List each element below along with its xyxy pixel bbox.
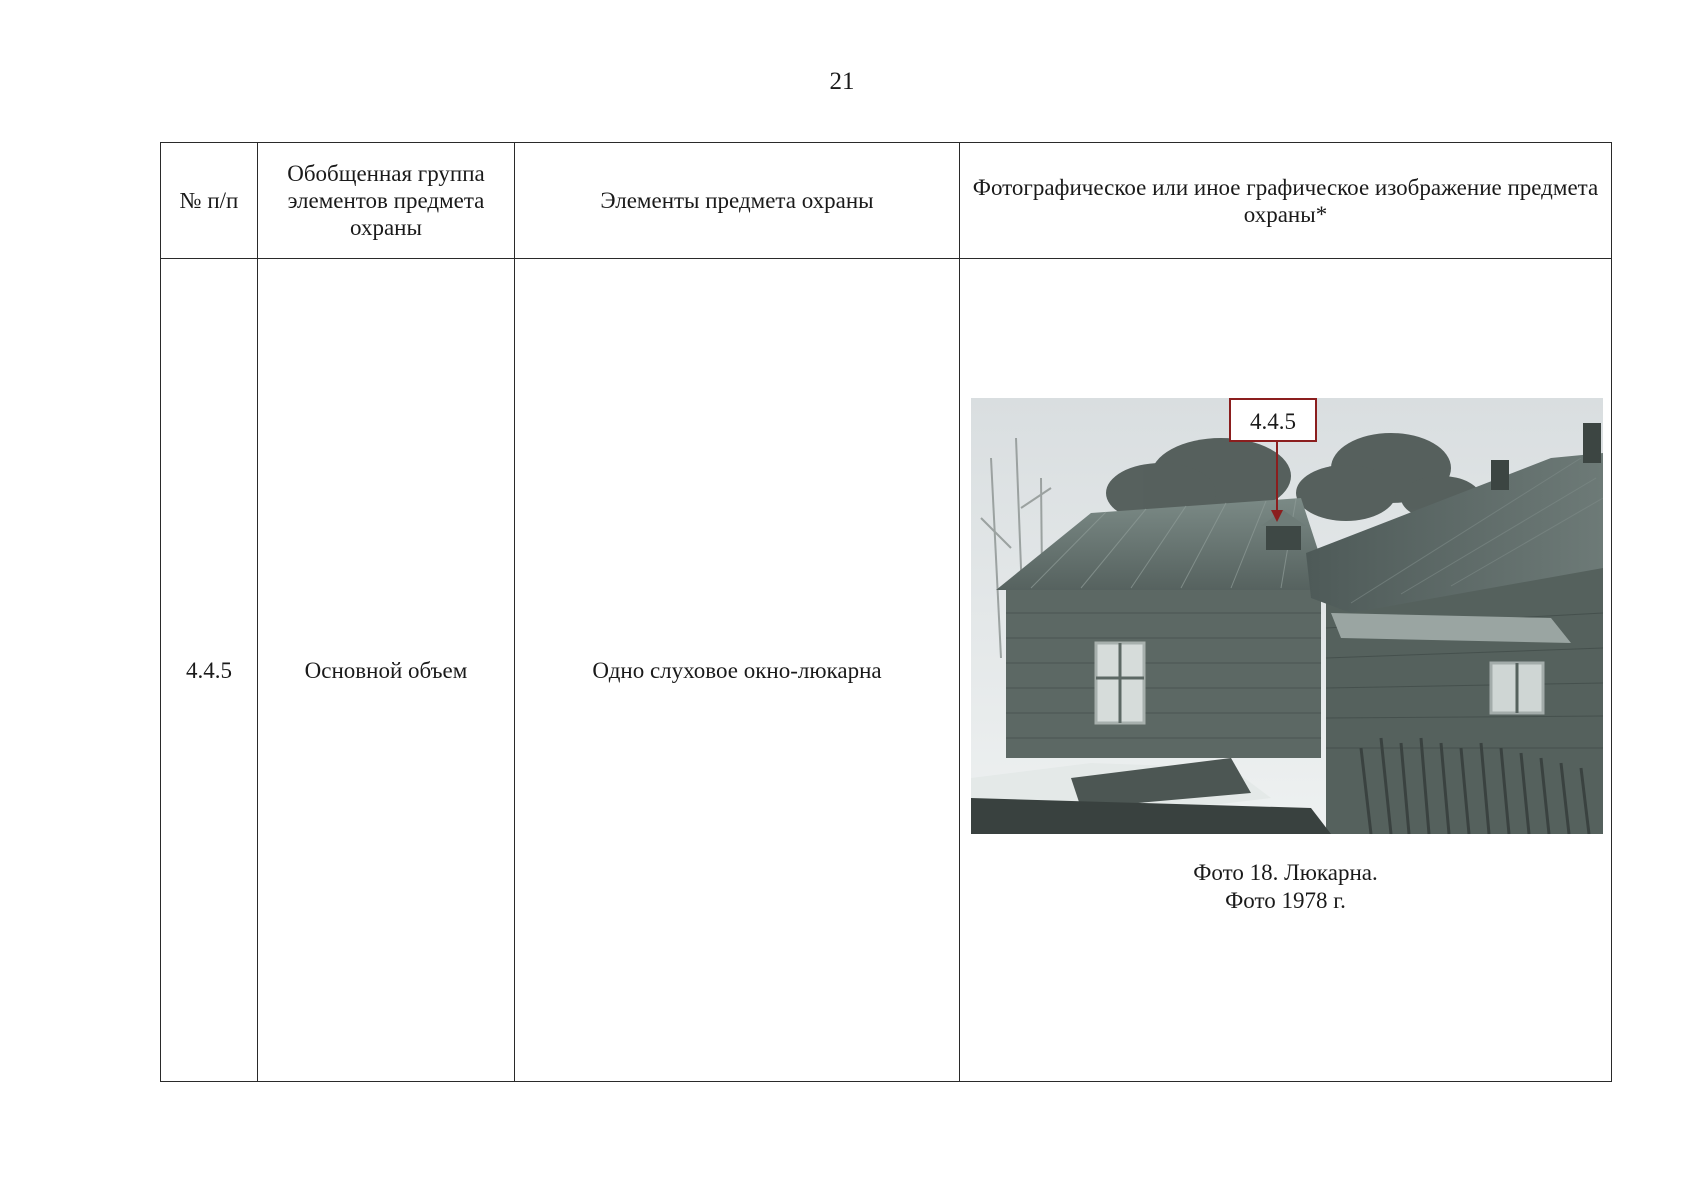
header-row xyxy=(161,143,1612,259)
row-group: Основной объем xyxy=(258,259,515,1082)
house-photo-image xyxy=(971,398,1603,834)
header-group: Обобщенная группа элементов предмета охраны xyxy=(258,143,515,259)
photo-caption-line1: Фото 18. Люкарна. xyxy=(1193,860,1378,885)
house-photo xyxy=(971,398,1603,834)
header-elements: Элементы предмета охраны xyxy=(515,143,960,259)
row-photo-cell xyxy=(960,259,1612,1082)
photo-callout-label: 4.4.5 xyxy=(1229,398,1317,442)
row-elements: Одно слуховое окно-люкарна xyxy=(515,259,960,1082)
protection-table xyxy=(160,142,1612,1082)
photo-caption-line2: Фото 1978 г. xyxy=(1225,888,1346,913)
table-row xyxy=(161,259,1612,1082)
header-image: Фотографическое или иное графическое изображение предмета охраны* xyxy=(960,143,1612,259)
header-num: № п/п xyxy=(161,143,258,259)
page-number: 21 xyxy=(829,68,855,95)
photo-caption xyxy=(960,859,1611,915)
row-num: 4.4.5 xyxy=(161,259,258,1082)
